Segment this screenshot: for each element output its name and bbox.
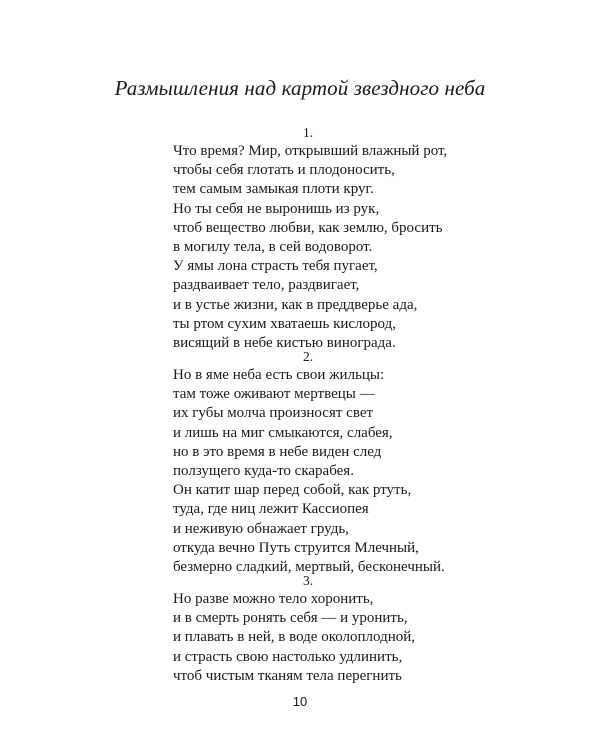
page-number: 10 bbox=[292, 694, 308, 709]
stanza-number: 2. bbox=[302, 349, 314, 364]
verse-line: и страсть свою настолько удлинить, bbox=[173, 648, 403, 665]
stanza-1 bbox=[173, 123, 473, 353]
verse-line: туда, где ниц лежит Кассиопея bbox=[173, 501, 369, 518]
verse-line: и в устье жизни, как в преддверье ада, bbox=[173, 296, 418, 313]
verse-line: их губы молча произносят свет bbox=[173, 405, 374, 422]
verse-line: и неживую обнажает грудь, bbox=[173, 520, 349, 537]
verse-line: чтоб вещество любви, как землю, бросить bbox=[173, 219, 443, 236]
verse-line: тем самым замыкая плоти круг. bbox=[173, 181, 374, 198]
verse-line: безмерно сладкий, мертвый, бесконечный. bbox=[173, 559, 445, 576]
verse-line: и лишь на миг смыкаются, слабея, bbox=[173, 424, 393, 441]
verse-line: но в это время в небе виден след bbox=[173, 443, 382, 460]
verse-line: раздваивает тело, раздвигает, bbox=[173, 277, 360, 294]
stanza-number: 1. bbox=[302, 125, 314, 140]
verse-line: и плавать в ней, в воде околоплодной, bbox=[173, 629, 416, 646]
stanza-3 bbox=[173, 571, 473, 686]
verse-line: Но разве можно тело хоронить, bbox=[173, 591, 374, 607]
verse-line: ты ртом сухим хватаешь кислород, bbox=[173, 315, 396, 332]
stanza-number: 3. bbox=[302, 573, 314, 588]
verse-line: там тоже оживают мертвецы — bbox=[173, 386, 375, 403]
verse-line: в могилу тела, в сей водоворот. bbox=[173, 239, 373, 256]
verse-line: Но ты себя не выронишь из рук, bbox=[173, 200, 380, 217]
poem-title: Размышления над картой звездного неба bbox=[114, 76, 486, 100]
verse-line: висящий в небе кистью винограда. bbox=[173, 335, 396, 352]
verse-line: и в смерть ронять себя — и уронить, bbox=[173, 610, 408, 627]
verse-line: Что время? Мир, открывший влажный рот, bbox=[173, 143, 448, 159]
verse-line: У ямы лона страсть тебя пугает, bbox=[173, 258, 378, 275]
verse-line: чтобы себя глотать и плодоносить, bbox=[173, 162, 395, 179]
verse-line: Но в яме неба есть свои жильцы: bbox=[173, 367, 385, 383]
verse-line: чтоб чистым тканям тела перегнить bbox=[173, 667, 402, 684]
verse-line: откуда вечно Путь струится Млечный, bbox=[173, 539, 419, 556]
verse-line: Он катит шар перед собой, как ртуть, bbox=[173, 482, 412, 499]
stanza-2 bbox=[173, 347, 473, 577]
verse-line: ползущего куда-то скарабея. bbox=[173, 463, 354, 480]
